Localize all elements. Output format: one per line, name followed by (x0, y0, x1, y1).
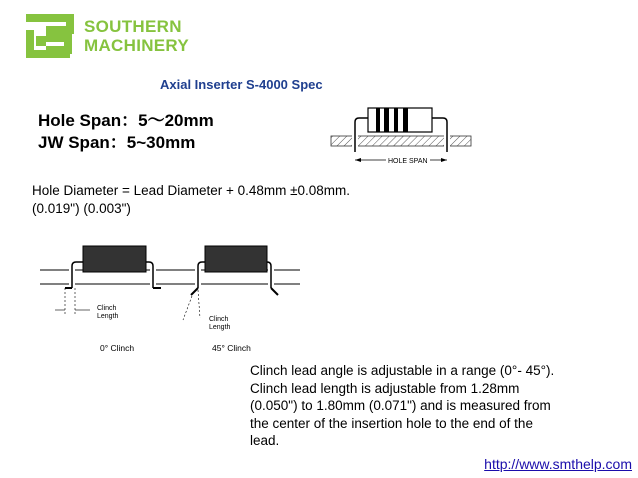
description-line1: Clinch lead angle is adjustable in a range (0°- 45°). (250, 363, 555, 378)
logo-text-machinery: MACHINERY (84, 36, 190, 55)
caption-0-clinch: 0° Clinch (100, 343, 135, 353)
description-line3: (0.050") to 1.80mm (0.071") and is measured from (250, 398, 551, 414)
logo (20, 14, 78, 66)
description-line5: lead. (250, 433, 280, 449)
website-link[interactable]: http://www.smthelp.com (484, 456, 632, 472)
page-title: Axial Inserter S-4000 Spec (160, 77, 323, 92)
clinch-length-label-45-line1: Clinch (209, 316, 229, 323)
jw-span-spec: JW Span：5~30mm (38, 133, 196, 152)
caption-45-clinch: 45° Clinch (212, 343, 251, 353)
hole-span-diagram (326, 100, 476, 170)
clinch-length-label-45-line2: Length (209, 324, 231, 331)
description-line4: the center of the insertion hole to the end of the (250, 415, 533, 431)
clinch-diagram (35, 240, 305, 335)
description-line2: Clinch lead length is adjustable from 1.28mm (250, 380, 520, 396)
logo-mark-icon (20, 14, 78, 66)
clinch-description (250, 362, 625, 450)
hole-span-label: HOLE SPAN (388, 158, 428, 165)
clinch-length-label-0-line2: Length (97, 313, 119, 320)
hole-diameter-line1: Hole Diameter = Lead Diameter + 0.48mm ±0.08mm. (32, 183, 351, 198)
clinch-length-label-0-line1: Clinch (97, 305, 117, 312)
hole-diameter-line2: (0.019") (0.003") (32, 201, 131, 216)
hole-span-spec: Hole Span：5～20mm (38, 111, 214, 130)
logo-text-southern: SOUTHERN (84, 17, 182, 36)
